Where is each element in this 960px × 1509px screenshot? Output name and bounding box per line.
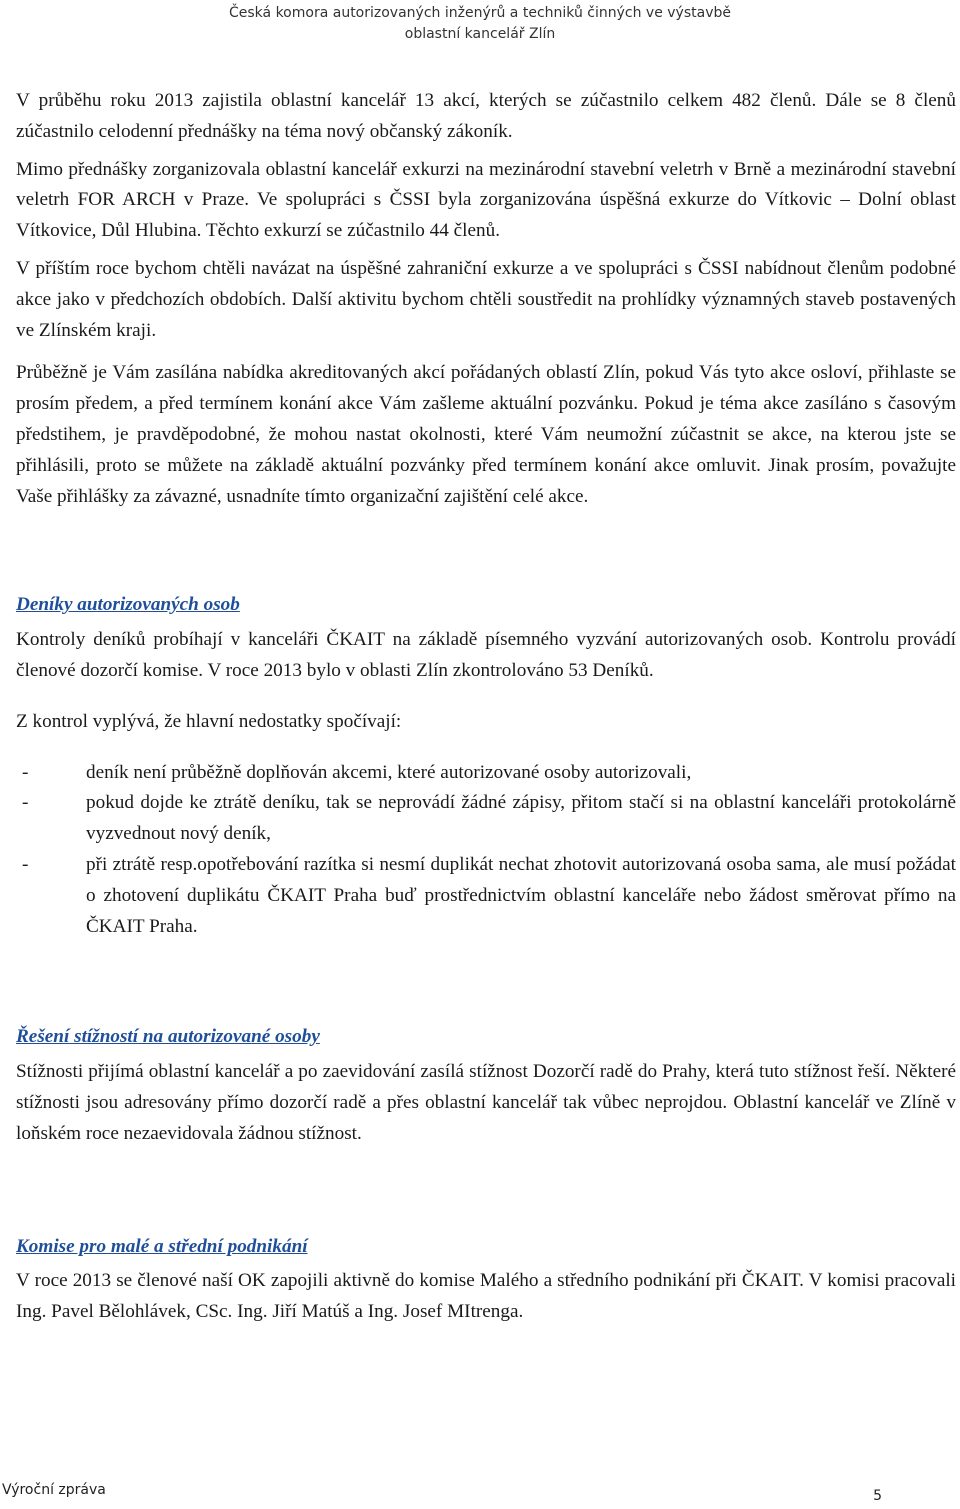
list-item bbox=[16, 850, 956, 942]
list-dash: - bbox=[22, 792, 29, 814]
section-heading-komise: Komise pro malé a střední podnikání bbox=[16, 1235, 308, 1257]
paragraph-invitations: Průběžně je Vám zasílána nabídka akreditovaných akcí pořádaných oblastí Zlín, pokud Vás tyto akce osloví, přihlaste se prosím předem, a před termínem konání akce Vám zašleme aktuální pozvánku. Pokud je téma akce zasíláno s časovým předstihem, je pravděpodobné, že mohou nastat okolnosti, které Vám neumožní zúčastnit se akce, na kterou jste se přihlásili, proto se můžete na základě aktuální pozvánky před termínem konání akce omluvit. Jinak prosím, považujte Vaše přihlášky za závazné, usnadníte tímto organizační zajištění celé akce. bbox=[16, 362, 956, 507]
paragraph-next-year: V příštím roce bychom chtěli navázat na úspěšné zahraniční exkurze a ve spolupráci s ČSSI nabídnout členům podobné akce jako v předchozích obdobích. Další aktivitu bychom chtěli soustředit na prohlídky významných staveb postavených ve Zlínském kraji. bbox=[16, 257, 956, 341]
list-item-text: pokud dojde ke ztrátě deníku, tak se neprovádí žádné zápisy, přitom stačí si na oblastní kanceláři protokolárně vyzvednout nový deník, bbox=[86, 792, 956, 845]
list-item-text: při ztrátě resp.opotřebování razítka si nesmí duplikát nechat zhotovit autorizovaná osoba sama, ale musí požádat o zhotovení duplikátu ČKAIT Praha buď prostřednictvím oblastní kanceláře nebo žádost směrovat přímo na ČKAIT Praha. bbox=[86, 853, 956, 937]
list-item bbox=[16, 758, 956, 789]
section-heading-deniky: Deníky autorizovaných osob bbox=[16, 594, 240, 616]
document-body bbox=[16, 86, 956, 1328]
list-dash: - bbox=[22, 761, 29, 783]
page-number: 5 bbox=[873, 1488, 882, 1504]
paragraph-stiznosti: Stížnosti přijímá oblastní kancelář a po zaevidování zasílá stížnost Dozorčí radě do Prahy, která tuto stížnost řeší. Některé stížnosti jsou adresovány přímo dozorčí radě a přes oblastní kancelář tak vůbec neprojdou. Oblastní kancelář ve Zlíně v loňském roce nezaevidovala žádnou stížnost. bbox=[16, 1061, 956, 1144]
page-header bbox=[0, 0, 960, 45]
paragraph-deniky-control: Kontroly deníků probíhají v kanceláři ČKAIT na základě písemného vyzvání autorizovaných osob. Kontrolu provádí členové dozorčí komise. V roce 2013 bylo v oblasti Zlín zkontrolováno 53 Deníků. bbox=[16, 629, 956, 681]
footer-title: Výroční zpráva bbox=[2, 1482, 106, 1498]
paragraph-komise: V roce 2013 se členové naší OK zapojili aktivně do komise Malého a středního podnikání při ČKAIT. V komisi pracovali Ing. Pavel Bělohlávek, CSc. Ing. Jiří Matúš a Ing. Josef MItrenga. bbox=[16, 1270, 956, 1323]
section-heading-stiznosti: Řešení stížností na autorizované osoby bbox=[16, 1026, 320, 1048]
paragraph-excursions: Mimo přednášky zorganizovala oblastní kancelář exkurzi na mezinárodní stavební veletrh v Brně a mezinárodní stavební veletrh FOR ARCH v Praze. Ve spolupráci s ČSSI byla zorganizována úspěšná exkurze do Vítkovic – Dolní oblast Vítkovice, Důl Hlubina. Těchto exkurzí se zúčastnilo 44 členů. bbox=[16, 158, 956, 242]
findings-list bbox=[16, 758, 956, 943]
header-office: oblastní kancelář Zlín bbox=[404, 26, 556, 42]
list-item bbox=[16, 788, 956, 850]
header-organization: Česká komora autorizovaných inženýrů a techniků činných ve výstavbě bbox=[229, 5, 731, 21]
page-footer bbox=[0, 1482, 960, 1508]
list-dash: - bbox=[22, 853, 29, 875]
paragraph-events: V průběhu roku 2013 zajistila oblastní kancelář 13 akcí, kterých se zúčastnilo celkem 482 členů. Dále se 8 členů zúčastnilo celodenní přednášky na téma nový občanský zákoník. bbox=[16, 90, 956, 142]
paragraph-deniky-findings: Z kontrol vyplývá, že hlavní nedostatky spočívají: bbox=[16, 710, 402, 732]
list-item-text: deník není průběžně doplňován akcemi, které autorizované osoby autorizovali, bbox=[86, 761, 692, 783]
